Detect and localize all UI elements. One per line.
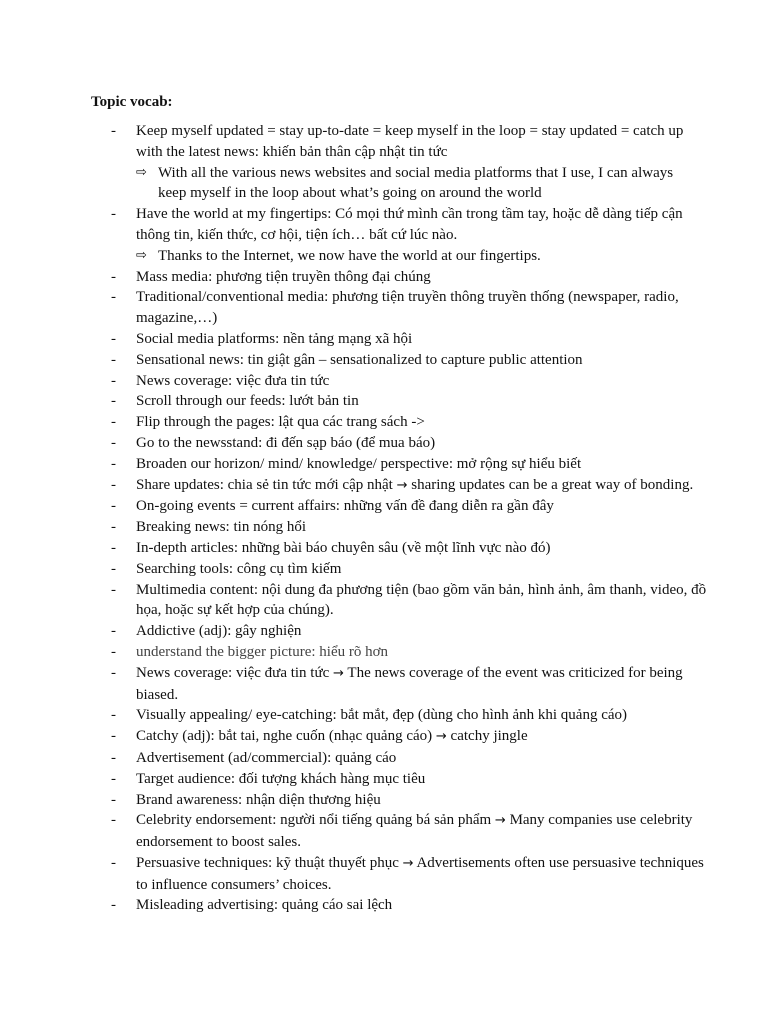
vocab-item — [0, 371, 768, 392]
arrow-right-icon: → — [494, 813, 506, 829]
vocab-example: Many companies use celebrity endorsement to boost sales. — [136, 812, 693, 851]
list-dash: - — [111, 414, 116, 431]
arrow-right-icon: → — [333, 665, 344, 681]
vocab-item — [0, 287, 768, 329]
vocab-item — [0, 621, 768, 642]
vocab-text: Celebrity endorsement: người nổi tiếng quảng bá sản phẩm — [136, 812, 492, 829]
vocab-item — [0, 810, 768, 853]
vocab-item — [0, 329, 768, 350]
vocab-text: Traditional/conventional media: phương tiện truyền thông truyền thống (newspaper, radio, magazine,…) — [136, 289, 679, 327]
vocab-text: News coverage: việc đưa tin tức — [136, 664, 330, 681]
vocab-item — [0, 391, 768, 412]
vocab-text: Multimedia content: nội dung đa phương tiện (bao gồm văn bản, hình ảnh, âm thanh, video, đồ họa, hoặc sự kết hợp của chúng). — [136, 581, 707, 619]
vocab-example: The news coverage of the event was criticized for being biased. — [136, 664, 683, 703]
list-dash: - — [111, 854, 116, 871]
list-dash: - — [111, 581, 116, 598]
vocab-example: sharing updates can be a great way of bonding. — [411, 476, 694, 493]
list-dash: - — [111, 351, 116, 368]
vocab-item — [0, 267, 768, 288]
vocab-text: Go to the newsstand: đi đến sạp báo (để mua báo) — [136, 434, 436, 451]
vocab-text: Advertisement (ad/commercial): quảng cáo — [136, 749, 397, 766]
vocab-item — [0, 538, 768, 559]
vocab-text: Have the world at my fingertips: Có mọi thứ mình cần trong tầm tay, hoặc dễ dàng tiếp cận thông tin, kiến thức, cơ hội, tiện ích… bất cứ lúc nào. — [136, 206, 683, 243]
vocab-item — [0, 559, 768, 580]
list-dash: - — [111, 707, 116, 724]
list-dash: - — [111, 498, 116, 515]
list-dash: - — [111, 206, 116, 223]
vocab-item — [0, 769, 768, 790]
list-dash: - — [111, 643, 116, 660]
list-dash: - — [111, 623, 116, 640]
arrow-right-outline-icon: ⇨ — [136, 164, 147, 180]
vocab-item — [0, 496, 768, 517]
list-dash: - — [111, 455, 116, 472]
vocab-item — [0, 433, 768, 454]
vocab-text: Broaden our horizon/ mind/ knowledge/ perspective: mở rộng sự hiểu biết — [136, 455, 582, 472]
list-dash: - — [111, 268, 116, 285]
sub-example-item — [0, 163, 768, 205]
vocab-item — [0, 790, 768, 811]
vocab-item — [0, 580, 768, 622]
list-dash: - — [111, 519, 116, 536]
vocab-text: Addictive (adj): gây nghiện — [136, 623, 302, 640]
vocab-example: catchy jingle — [450, 728, 528, 745]
vocab-text: Breaking news: tin nóng hổi — [136, 519, 306, 536]
vocab-item — [0, 454, 768, 475]
vocab-text: Share updates: chia sẻ tin tức mới cập nhật — [136, 476, 393, 493]
example-text: With all the various news websites and social media platforms that I use, I can always keep myself in the loop about what’s going on around the world — [158, 164, 674, 202]
vocab-text: Brand awareness: nhận diện thương hiệu — [136, 791, 381, 808]
list-dash: - — [111, 664, 116, 681]
list-dash: - — [111, 434, 116, 451]
arrow-right-icon: → — [396, 477, 408, 493]
vocab-list — [0, 121, 768, 916]
vocab-item — [0, 204, 768, 246]
vocab-item — [0, 748, 768, 769]
vocab-text: Catchy (adj): bắt tai, nghe cuốn (nhạc quảng cáo) — [136, 728, 433, 745]
vocab-text: understand the bigger picture: hiểu rõ hơn — [136, 643, 389, 660]
vocab-item — [0, 853, 768, 896]
vocab-item — [0, 705, 768, 726]
list-dash: - — [111, 330, 116, 347]
arrow-right-icon: → — [435, 729, 447, 745]
vocab-text: Persuasive techniques: kỹ thuật thuyết phục — [136, 854, 399, 871]
vocab-example: Advertisements often use persuasive techniques to influence consumers’ choices. — [136, 854, 704, 893]
vocab-item — [0, 726, 768, 748]
page-heading: Topic vocab: — [91, 94, 173, 110]
vocab-text: Flip through the pages: lật qua các trang sách -> — [136, 414, 425, 431]
vocab-text: Visually appealing/ eye-catching: bắt mắt, đẹp (dùng cho hình ảnh khi quảng cáo) — [136, 707, 628, 724]
vocab-item — [0, 350, 768, 371]
arrow-right-icon: → — [402, 855, 414, 871]
vocab-text: Scroll through our feeds: lướt bản tin — [136, 393, 359, 410]
vocab-item — [0, 517, 768, 538]
list-dash: - — [111, 539, 116, 556]
vocab-text: Searching tools: công cụ tìm kiếm — [136, 560, 342, 577]
vocab-text: Misleading advertising: quảng cáo sai lệch — [136, 897, 393, 914]
vocab-item — [0, 121, 768, 163]
list-dash: - — [111, 749, 116, 766]
list-dash: - — [111, 393, 116, 410]
vocab-item — [0, 412, 768, 433]
list-dash: - — [111, 476, 116, 493]
arrow-right-outline-icon: ⇨ — [136, 247, 147, 263]
vocab-text: Target audience: đối tượng khách hàng mục tiêu — [136, 770, 426, 787]
list-dash: - — [111, 770, 116, 787]
sub-example-item — [0, 246, 768, 267]
list-dash: - — [111, 289, 116, 306]
list-dash: - — [111, 812, 116, 829]
list-dash: - — [111, 728, 116, 745]
list-dash: - — [111, 897, 116, 914]
vocab-text: Sensational news: tin giật gân – sensationalized to capture public attention — [136, 351, 583, 368]
list-dash: - — [111, 123, 116, 139]
vocab-item — [0, 475, 768, 497]
vocab-item — [0, 642, 768, 663]
vocab-item — [0, 895, 768, 916]
vocab-text: In-depth articles: những bài báo chuyên sâu (về một lĩnh vực nào đó) — [136, 539, 551, 556]
example-text: Thanks to the Internet, we now have the world at our fingertips. — [158, 247, 541, 264]
vocab-text: On-going events = current affairs: những vấn đề đang diễn ra gần đây — [136, 498, 554, 515]
vocab-text: Mass media: phương tiện truyền thông đại chúng — [136, 268, 431, 285]
vocab-text: Keep myself updated = stay up-to-date = keep myself in the loop = stay updated = catch up with the latest news: khiến bản thân cập nhật tin tức — [136, 123, 684, 160]
vocab-text: News coverage: việc đưa tin tức — [136, 372, 330, 389]
list-dash: - — [111, 791, 116, 808]
list-dash: - — [111, 372, 116, 389]
vocab-text: Social media platforms: nền tảng mạng xã hội — [136, 330, 413, 347]
list-dash: - — [111, 560, 116, 577]
vocab-item — [0, 663, 768, 706]
